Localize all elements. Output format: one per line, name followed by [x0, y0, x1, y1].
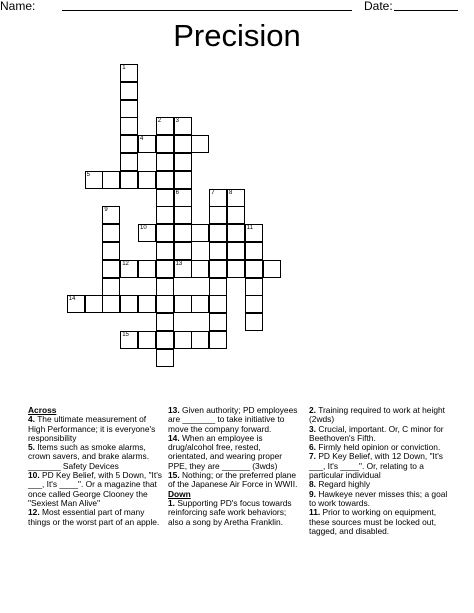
grid-cell[interactable] [156, 135, 174, 153]
grid-cell[interactable] [174, 206, 192, 224]
grid-cell[interactable] [209, 278, 227, 296]
grid-cell[interactable] [156, 331, 174, 349]
grid-cell[interactable] [138, 171, 156, 189]
grid-cell[interactable] [156, 224, 174, 242]
grid-cell[interactable] [156, 153, 174, 171]
clue-number-label: 13. [168, 405, 180, 415]
grid-cell[interactable] [120, 295, 138, 313]
clue-number-label: 1. [168, 497, 175, 508]
clue-number-label: 4. [28, 414, 35, 425]
clue-item [309, 425, 449, 444]
clues-column-1 [28, 406, 162, 527]
grid-cell[interactable] [209, 224, 227, 242]
grid-cell[interactable] [102, 224, 120, 242]
grid-cell[interactable] [209, 260, 227, 278]
clue-item [309, 490, 449, 509]
grid-cell[interactable] [120, 64, 138, 82]
clue-item [28, 443, 162, 471]
grid-cell[interactable] [209, 313, 227, 331]
clue-number: 7 [211, 189, 215, 196]
grid-cell[interactable] [245, 224, 263, 242]
grid-cell[interactable] [102, 260, 120, 278]
clue-number: 4 [140, 136, 144, 143]
clue-number-label: 15. [168, 470, 180, 481]
clues-column-3 [309, 406, 449, 536]
clue-number: 8 [229, 189, 233, 196]
clue-number-label: 3. [309, 423, 316, 434]
clue-number: 15 [122, 332, 129, 338]
grid-cell[interactable] [245, 295, 263, 313]
grid-cell[interactable] [156, 117, 174, 135]
grid-cell[interactable] [191, 224, 209, 242]
grid-cell[interactable] [67, 295, 85, 313]
clue-number-label: 5. [28, 442, 35, 453]
clue-text: Prior to working on equipment, these sources must be locked out, tagged, and disabled. [309, 507, 437, 536]
clue-text: Hawkeye never misses this; a goal to work towards. [309, 488, 448, 508]
grid-cell[interactable] [102, 171, 120, 189]
down-clue-list [168, 499, 302, 527]
grid-cell[interactable] [85, 171, 103, 189]
across-clue-list [28, 415, 162, 527]
grid-cell[interactable] [227, 224, 245, 242]
clue-text: PD Key Belief, with 12 Down, "It's ___, It's ____". Or, relating to a particular individual [309, 451, 443, 481]
date-label: Date: [364, 0, 393, 13]
clue-number: 12 [122, 260, 129, 267]
grid-cell[interactable] [191, 260, 209, 278]
clue-text: Training required to work at height (2wds) [309, 405, 445, 425]
clue-item [28, 508, 162, 527]
grid-cell[interactable] [227, 206, 245, 224]
grid-cell[interactable] [156, 242, 174, 260]
grid-cell[interactable] [120, 153, 138, 171]
grid-cell[interactable] [245, 278, 263, 296]
clue-number: 14 [68, 296, 76, 303]
grid-cell[interactable] [120, 135, 138, 153]
grid-cell[interactable] [120, 100, 138, 118]
clue-item [168, 406, 302, 434]
grid-cell[interactable] [120, 82, 138, 100]
clue-text: Given authority; PD employees are _______ to take initiative to move the company forward. [168, 405, 298, 434]
clue-number: 13 [175, 260, 183, 267]
clue-number: 10 [140, 225, 147, 232]
clue-number-label: 8. [309, 479, 316, 490]
grid-cell[interactable] [209, 206, 227, 224]
clue-item [309, 406, 449, 425]
grid-cell[interactable] [120, 117, 138, 135]
grid-cell[interactable] [263, 260, 281, 278]
grid-cell[interactable] [245, 260, 263, 278]
grid-cell[interactable] [174, 117, 192, 135]
grid-cell[interactable] [156, 189, 174, 207]
clue-number: 3 [175, 118, 179, 125]
grid-cell[interactable] [156, 260, 174, 278]
clue-text: Firmly held opinion or conviction. [318, 442, 441, 453]
grid-cell[interactable] [245, 313, 263, 331]
grid-cell[interactable] [174, 242, 192, 260]
grid-cell[interactable] [156, 278, 174, 296]
grid-cell[interactable] [102, 206, 120, 224]
clue-number-label: 11. [309, 507, 321, 518]
clue-text: Supporting PD's focus towards reinforcing safe work behaviors; also a song by Aretha Franklin. [168, 497, 292, 527]
grid-cell[interactable] [227, 242, 245, 260]
grid-cell[interactable] [138, 224, 156, 242]
grid-cell[interactable] [138, 331, 156, 349]
clue-number: 9 [104, 207, 108, 214]
grid-cell[interactable] [156, 349, 174, 367]
grid-cell[interactable] [156, 206, 174, 224]
clue-text: Items such as smoke alarms, crown savers, and brake alarms. _______ Safety Devices [28, 442, 150, 471]
name-label: Name: [0, 0, 36, 13]
grid-cell[interactable] [227, 260, 245, 278]
clue-text: Regard highly [318, 479, 371, 490]
grid-cell[interactable] [174, 153, 192, 171]
clue-item [168, 434, 302, 471]
grid-cell[interactable] [138, 260, 156, 278]
clue-item [28, 415, 162, 443]
clue-number: 11 [246, 225, 254, 232]
across-clue-list-continued [168, 406, 302, 490]
grid-cell[interactable] [174, 224, 192, 242]
grid-cell[interactable] [191, 295, 209, 313]
down-heading: Down [168, 488, 191, 499]
grid-cell[interactable] [138, 135, 156, 153]
grid-cell[interactable] [174, 260, 192, 278]
clue-number-label: 2. [309, 405, 316, 415]
clue-number-label: 10. [28, 470, 40, 481]
grid-cell[interactable] [174, 331, 192, 349]
clue-number-label: 6. [309, 442, 316, 453]
clue-item [168, 499, 302, 527]
across-heading: Across [28, 405, 57, 415]
grid-cell[interactable] [209, 331, 227, 349]
clue-number-label: 14. [168, 432, 180, 443]
grid-cell[interactable] [245, 242, 263, 260]
grid-cell[interactable] [191, 331, 209, 349]
grid-cell[interactable] [138, 295, 156, 313]
clue-number: 5 [86, 171, 90, 178]
grid-cell[interactable] [85, 295, 103, 313]
clues-column-2 [168, 406, 302, 527]
grid-cell[interactable] [174, 135, 192, 153]
clue-number: 1 [122, 65, 126, 71]
grid-cell[interactable] [102, 295, 120, 313]
clue-text: PD Key Belief, with 5 Down, "It's ___, It's ____". Or a magazine that once called George Clooney the "Sexiest Man Alive" [28, 470, 162, 508]
grid-cell[interactable] [120, 260, 138, 278]
clue-item [309, 452, 449, 480]
clue-number: 6 [175, 189, 179, 196]
clue-text: Crucial, important. Or, C minor for Beethoven's Fifth. [309, 423, 444, 443]
puzzle-title: Precision [173, 18, 301, 53]
grid-cell[interactable] [156, 171, 174, 189]
grid-cell[interactable] [174, 171, 192, 189]
grid-cell[interactable] [120, 331, 138, 349]
clue-number-label: 9. [309, 488, 316, 499]
grid-cell[interactable] [227, 189, 245, 207]
grid-cell[interactable] [156, 295, 174, 313]
clue-number-label: 7. [309, 451, 316, 462]
clue-number: 2 [157, 118, 162, 125]
clue-text: When an employee is drug/alcohol free, rested, orientated, and wearing proper PPE, they are ______ (3wds) [168, 432, 283, 471]
clue-number-label: 12. [28, 507, 40, 518]
grid-cell[interactable] [174, 295, 192, 313]
clue-item [309, 508, 449, 536]
clue-text: Nothing; or the preferred plane of the Japanese Air Force in WWII. [168, 470, 298, 490]
clue-item [28, 471, 162, 508]
grid-cell[interactable] [102, 278, 120, 296]
grid-cell[interactable] [120, 171, 138, 189]
grid-cell[interactable] [102, 242, 120, 260]
grid-cell[interactable] [209, 295, 227, 313]
grid-cell[interactable] [209, 242, 227, 260]
grid-cell[interactable] [156, 313, 174, 331]
clue-text: Most essential part of many things or the worst part of an apple. [28, 507, 160, 527]
grid-cell[interactable] [191, 135, 209, 153]
grid-cell[interactable] [174, 189, 192, 207]
grid-cell[interactable] [209, 189, 227, 207]
down-clue-list-continued [309, 406, 449, 536]
clue-text: The ultimate measurement of High Performance; it is everyone's responsibility [28, 414, 156, 443]
clue-item [168, 471, 302, 490]
